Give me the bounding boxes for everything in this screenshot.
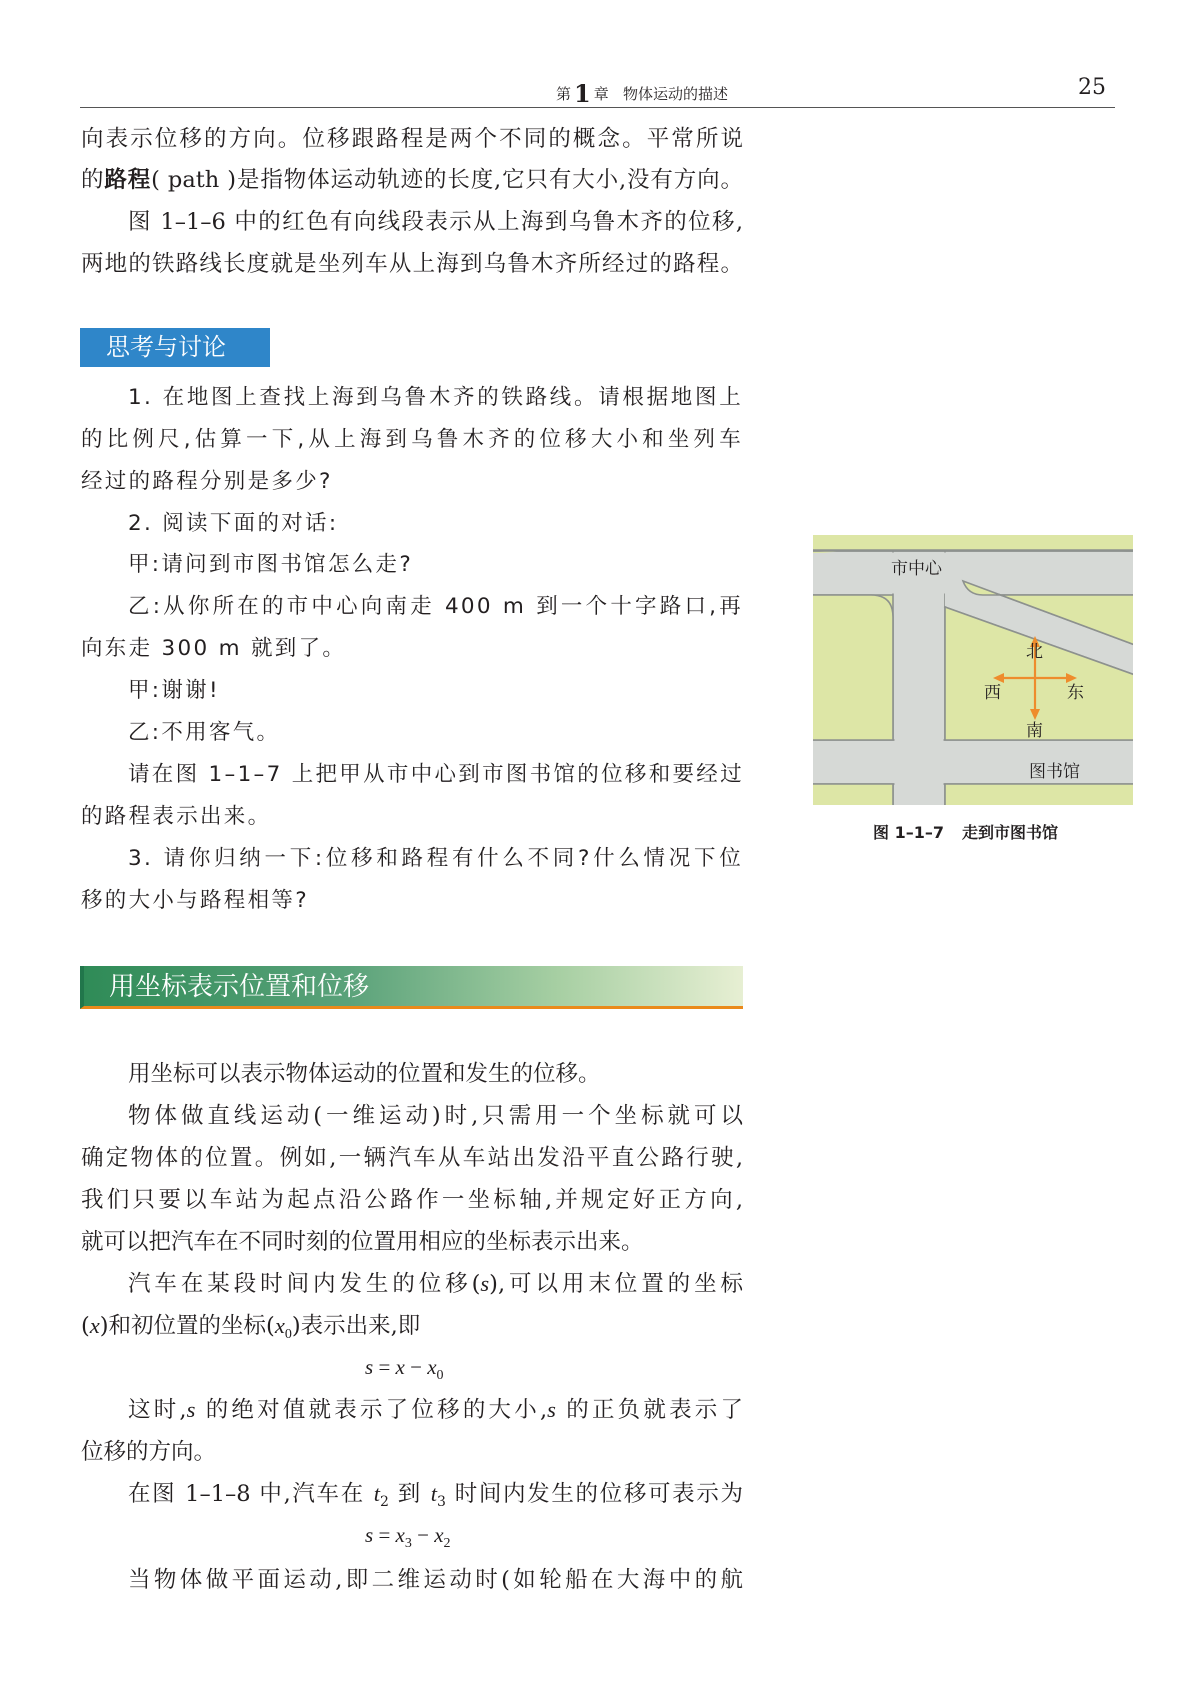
discussion-q2: 2. 阅读下面的对话: bbox=[128, 511, 339, 536]
section-p6: 当物体做平面运动,即二维运动时(如轮船在大海中的航 bbox=[128, 1567, 743, 1593]
label-west: 西 bbox=[984, 683, 1001, 703]
discussion-task-line-1: 请在图 1–1–7 上把甲从市中心到市图书馆的位移和要经过 bbox=[128, 762, 744, 787]
formula-2-x2: x bbox=[434, 1523, 444, 1547]
p3-text-c: ( bbox=[81, 1313, 90, 1339]
discussion-q3-line-1: 3. 请你归纳一下:位移和路程有什么不同?什么情况下位 bbox=[128, 846, 743, 871]
p5-sub-2: 2 bbox=[379, 1494, 389, 1510]
chapter-prefix: 第 bbox=[556, 85, 572, 103]
formula-2-eq: = bbox=[373, 1523, 396, 1547]
label-south: 南 bbox=[1026, 721, 1043, 741]
formula-2 bbox=[365, 1523, 451, 1552]
p3-text-e: )表示出来,即 bbox=[291, 1313, 421, 1339]
discussion-task-line-2: 的路程表示出来。 bbox=[81, 804, 272, 829]
map-figure bbox=[813, 535, 1133, 805]
formula-1-x0: x bbox=[427, 1355, 437, 1379]
section-p5 bbox=[128, 1480, 743, 1516]
term-path: 路程 bbox=[104, 167, 152, 193]
chapter-number: 1 bbox=[574, 79, 591, 108]
p3-text-d: )和初位置的坐标( bbox=[99, 1313, 275, 1339]
p3-text-a: 汽车在某段时间内发生的位移( bbox=[128, 1271, 481, 1297]
formula-1-x: x bbox=[395, 1355, 405, 1379]
discussion-heading: 思考与讨论 bbox=[80, 328, 270, 367]
dialogue-line-2a: 乙:从你所在的市中心向南走 400 m 到一个十字路口,再 bbox=[128, 594, 743, 619]
section-p2-line-1: 物体做直线运动(一维运动)时,只需用一个坐标就可以 bbox=[128, 1103, 743, 1129]
formula-2-x3: x bbox=[395, 1523, 405, 1547]
p4-text-c: 的正负就表示了 bbox=[555, 1397, 744, 1423]
discussion-q1-line-3: 经过的路程分别是多少? bbox=[81, 469, 333, 494]
section-heading: 用坐标表示位置和位移 bbox=[80, 966, 743, 1009]
p5-text-a: 在图 1–1–8 中,汽车在 bbox=[128, 1481, 374, 1507]
discussion-q3-line-2: 移的大小与路程相等? bbox=[81, 888, 309, 913]
p4-text-a: 这时, bbox=[128, 1397, 187, 1423]
formula-2-sub3: 3 bbox=[404, 1536, 412, 1551]
section-p2-line-3: 我们只要以车站为起点沿公路作一坐标轴,并规定好正方向, bbox=[81, 1187, 743, 1213]
var-x0-base: x bbox=[274, 1313, 285, 1338]
formula-1-minus: − bbox=[404, 1355, 428, 1379]
figure-caption bbox=[873, 820, 1058, 843]
p4-var-s1: s bbox=[186, 1397, 196, 1422]
section-p1: 用坐标可以表示物体运动的位置和发生的位移。 bbox=[128, 1061, 601, 1087]
figure-caption-title: 走到市图书馆 bbox=[961, 823, 1058, 842]
label-library: 图书馆 bbox=[1029, 762, 1080, 782]
intro-line-2-post: ( path )是指物体运动轨迹的长度,它只有大小,没有方向。 bbox=[151, 167, 743, 193]
intro-line-2 bbox=[81, 166, 743, 194]
var-x: x bbox=[89, 1313, 100, 1338]
intro-line-1: 向表示位移的方向。位移跟路程是两个不同的概念。平常所说 bbox=[81, 126, 743, 152]
discussion-q1-line-2: 的比例尺,估算一下,从上海到乌鲁木齐的位移大小和坐列车 bbox=[81, 427, 743, 452]
chapter-title: 物体运动的描述 bbox=[623, 85, 729, 103]
formula-1-s: s bbox=[365, 1355, 374, 1379]
p5-text-c: 时间内发生的位移可表示为 bbox=[445, 1481, 743, 1507]
section-p2-line-2: 确定物体的位置。例如,一辆汽车从车站出发沿平直公路行驶, bbox=[81, 1145, 743, 1171]
dialogue-line-3: 甲:谢谢! bbox=[128, 678, 220, 703]
p5-sub-3: 3 bbox=[436, 1494, 446, 1510]
var-s: s bbox=[480, 1271, 490, 1296]
formula-2-sub2: 2 bbox=[443, 1536, 451, 1551]
var-x0-sub: 0 bbox=[284, 1327, 292, 1342]
figure-caption-number: 图 1–1–7 bbox=[873, 823, 944, 842]
p5-text-b: 到 bbox=[388, 1481, 431, 1507]
dialogue-line-2b: 向东走 300 m 就到了。 bbox=[81, 636, 347, 661]
intro-line-4: 两地的铁路线长度就是坐列车从上海到乌鲁木齐所经过的路程。 bbox=[81, 251, 743, 277]
var-x0 bbox=[274, 1313, 292, 1342]
discussion-q1-line-1: 1. 在地图上查找上海到乌鲁木齐的铁路线。请根据地图上 bbox=[128, 385, 743, 410]
p5-var-t2: t bbox=[373, 1481, 380, 1506]
formula-1-eq: = bbox=[373, 1355, 396, 1379]
header-rule bbox=[80, 107, 1115, 108]
page-number: 25 bbox=[1078, 75, 1106, 100]
section-p4-line-1 bbox=[128, 1396, 743, 1424]
formula-2-s: s bbox=[365, 1523, 374, 1547]
p5-var-t3: t bbox=[430, 1481, 437, 1506]
label-north: 北 bbox=[1026, 642, 1043, 662]
dialogue-line-1: 甲:请问到市图书馆怎么走? bbox=[128, 552, 414, 577]
label-city-center: 市中心 bbox=[891, 559, 942, 579]
formula-1 bbox=[365, 1355, 444, 1384]
p4-text-b: 的绝对值就表示了位移的大小, bbox=[195, 1397, 548, 1423]
section-p4-line-2: 位移的方向。 bbox=[81, 1439, 217, 1465]
intro-line-2-pre: 的 bbox=[81, 167, 105, 193]
section-p3-line-1 bbox=[128, 1270, 743, 1298]
section-p3-line-2 bbox=[81, 1312, 743, 1349]
label-east: 东 bbox=[1067, 683, 1084, 703]
section-p2-line-4: 就可以把汽车在不同时刻的位置用相应的坐标表示出来。 bbox=[81, 1229, 644, 1255]
chapter-suffix: 章 bbox=[593, 85, 609, 103]
formula-1-sub0: 0 bbox=[436, 1368, 444, 1383]
p4-var-s2: s bbox=[547, 1397, 556, 1422]
intro-line-3: 图 1–1–6 中的红色有向线段表示从上海到乌鲁木齐的位移, bbox=[128, 209, 743, 235]
running-header-chapter bbox=[556, 79, 728, 108]
p3-text-b: ),可以用末位置的坐标 bbox=[489, 1271, 743, 1297]
formula-2-minus: − bbox=[411, 1523, 435, 1547]
dialogue-line-4: 乙:不用客气。 bbox=[128, 720, 281, 745]
